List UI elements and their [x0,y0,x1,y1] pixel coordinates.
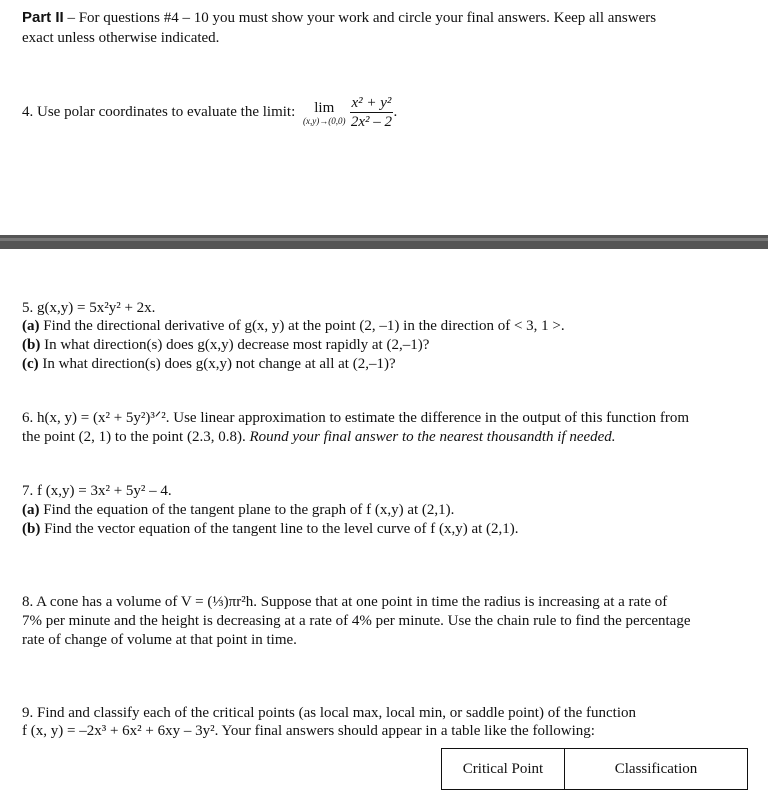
q7-a-label: (a) [22,502,40,518]
q4-lim-word: lim [314,99,335,116]
q8-line-2: 7% per minute and the height is decreasing at a rate of 4% per minute. Use the chain rule to find the percentage [22,613,691,629]
part-intro-line-1 [22,9,656,27]
q4-text: Use polar coordinates to evaluate the limit: [37,104,296,120]
q5-part-a [22,317,565,335]
q5-part-c [22,355,396,373]
q8-line-1: 8. A cone has a volume of V = (⅓)πr²h. Suppose that at one point in time the radius is increasing at a rate of [22,594,668,610]
q7-b-text: Find the vector equation of the tangent line to the level curve of f (x,y) at (2,1). [44,521,519,537]
q4-number: 4. [22,104,34,120]
q5-a-text: Find the directional derivative of g(x, y) at the point (2, –1) in the direction of < 3, 1 >. [43,318,565,334]
q4-fraction [350,94,394,131]
part-heading: Part II [22,9,64,26]
q4-period: . [393,104,398,120]
q5-stem: 5. g(x,y) = 5x²y² + 2x. [22,300,156,316]
q8-line-3: rate of change of volume at that point in time. [22,632,297,648]
q4-denominator: 2x² – 2 [350,114,393,131]
q5-part-b [22,336,429,354]
question-4 [22,92,397,132]
q6-line-1: 6. h(x, y) = (x² + 5y²)³ᐟ². Use linear approximation to estimate the difference in the output of this function from [22,410,690,426]
q5-b-label: (b) [22,337,41,353]
q7-b-label: (b) [22,521,41,537]
q7-part-b [22,520,519,538]
critical-points-table [441,748,748,790]
q9-line-1: 9. Find and classify each of the critical points (as local max, local min, or saddle point) of the function [22,705,636,721]
part-intro-line-2: exact unless otherwise indicated. [22,30,220,46]
header-critical-point: Critical Point [442,749,565,790]
q7-a-text: Find the equation of the tangent plane to the graph of f (x,y) at (2,1). [43,502,455,518]
q5-c-text: In what direction(s) does g(x,y) not change at all at (2,–1)? [42,356,396,372]
q9-line-2: f (x, y) = –2x³ + 6x² + 6xy – 3y². Your final answers should appear in a table like the following: [22,723,595,739]
q5-c-label: (c) [22,356,39,372]
q4-numerator: x² + y² [351,95,392,112]
q6-line-2-plain: the point (2, 1) to the point (2.3, 0.8). [22,429,250,445]
q7-stem: 7. f (x,y) = 3x² + 5y² – 4. [22,483,172,499]
table-header-row [442,749,748,790]
section-divider [0,235,768,249]
q6-line-2-italic: Round your final answer to the nearest thousandth if needed. [249,429,616,445]
q6-line-2 [22,428,616,446]
header-classification: Classification [565,749,748,790]
q7-part-a [22,501,454,519]
q4-limit [303,100,345,126]
part-intro-text: – For questions #4 – 10 you must show your work and circle your final answers. Keep all answers [63,10,657,26]
q5-b-text: In what direction(s) does g(x,y) decrease most rapidly at (2,–1)? [44,337,430,353]
q5-a-label: (a) [22,318,40,334]
q4-lim-subscript: (x,y)→(0,0) [303,115,346,126]
